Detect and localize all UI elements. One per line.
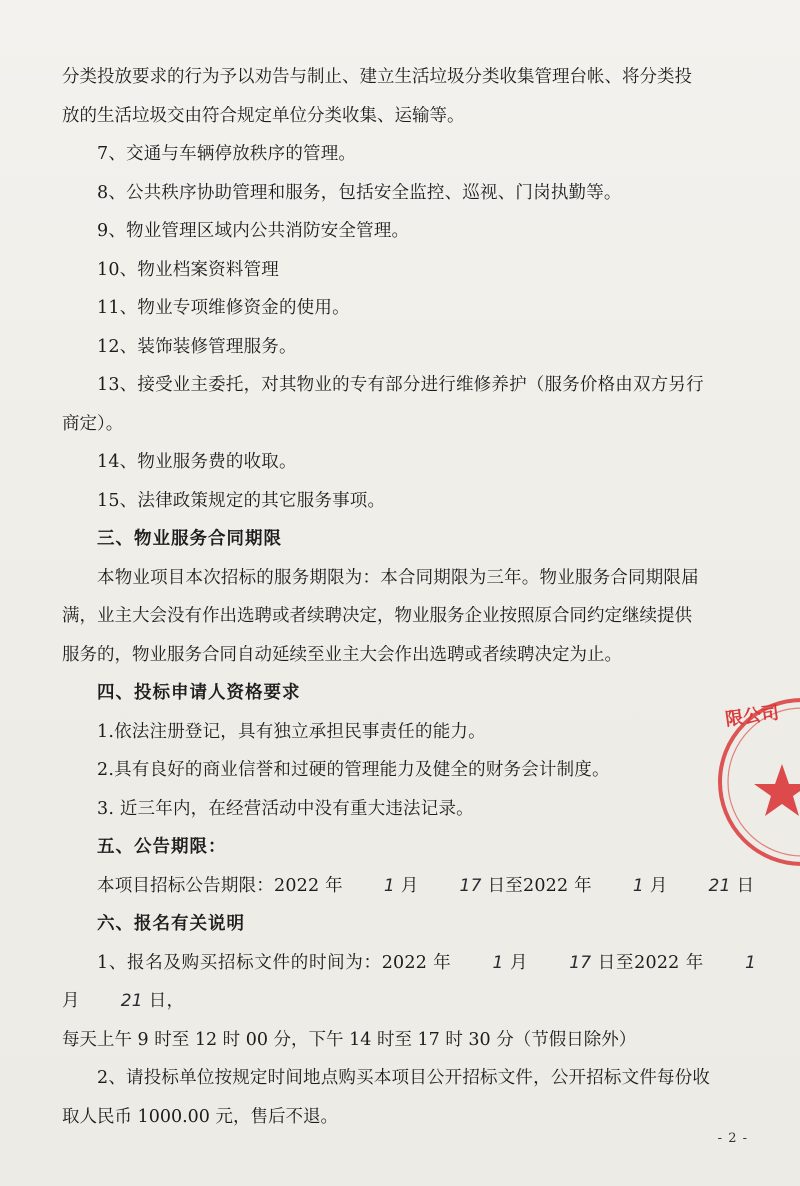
- section-5-heading: 五、公告期限：: [97, 837, 227, 857]
- star-icon: [754, 764, 800, 816]
- section-3-heading: 三、物业服务合同期限: [97, 529, 282, 549]
- registration-time-prefix: 1、报名及购买招标文件的时间为：: [97, 952, 382, 973]
- handwritten-start-day: 17: [459, 875, 482, 896]
- handwritten-start-month: 1: [383, 875, 395, 896]
- service-item-13-continued: 商定）。: [62, 413, 124, 434]
- service-item-8: 8、公共秩序协助管理和服务，包括安全监控、巡视、门岗执勤等。: [97, 182, 622, 203]
- handwritten-end-month: 1: [632, 875, 644, 896]
- month-label: 月: [400, 875, 419, 896]
- service-item-12: 12、装饰装修管理服务。: [97, 336, 297, 357]
- service-item-15: 15、法律政策规定的其它服务事项。: [97, 490, 386, 511]
- end-year: 2022 年: [634, 952, 704, 973]
- announcement-period: [62, 867, 762, 906]
- registration-time: [62, 944, 762, 1021]
- start-year: 2022 年: [274, 875, 343, 896]
- page-number: - 2 -: [717, 1131, 748, 1146]
- paragraph-line: 放的生活垃圾交由符合规定单位分类收集、运输等。: [62, 105, 465, 126]
- service-item-7: 7、交通与车辆停放秩序的管理。: [97, 144, 357, 164]
- requirement-3: 3. 近三年内，在经营活动中没有重大违法记录。: [97, 798, 474, 819]
- company-seal: [712, 692, 800, 872]
- month-label: 月: [509, 952, 529, 973]
- end-year: 2022 年: [523, 875, 592, 896]
- handwritten-start-day: 17: [569, 952, 592, 973]
- day-label: 日，: [148, 991, 185, 1011]
- month-label: 月: [649, 875, 668, 896]
- handwritten-start-month: 1: [492, 952, 504, 973]
- announcement-period-prefix: 本项目招标公告期限：: [97, 875, 274, 896]
- day-label: 日: [736, 875, 755, 896]
- service-item-13: 13、接受业主委托，对其物业的专有部分进行维修养护（服务价格由双方另行: [97, 375, 704, 395]
- start-year: 2022 年: [381, 952, 452, 973]
- handwritten-end-day: 21: [120, 991, 143, 1011]
- service-item-9: 9、物业管理区域内公共消防安全管理。: [97, 221, 410, 241]
- purchase-instructions: 2、请投标单位按规定时间地点购买本项目公开招标文件，公开招标文件每份收: [97, 1068, 711, 1088]
- purchase-instructions-continued: 取人民币 1000.00 元，售后不退。: [62, 1106, 338, 1127]
- service-item-11: 11、物业专项维修资金的使用。: [97, 298, 350, 318]
- handwritten-end-day: 21: [708, 875, 731, 896]
- document-body: [62, 58, 762, 1136]
- requirement-2: 2.具有良好的商业信誉和过硬的管理能力及健全的财务会计制度。: [97, 760, 610, 780]
- seal-text: 限公司: [724, 702, 781, 731]
- section-3-text: 本物业项目本次招标的服务期限为：本合同期限为三年。物业服务合同期限届: [97, 567, 699, 588]
- to-label: 日至: [597, 952, 635, 973]
- section-3-text: 满，业主大会没有作出选聘或者续聘决定，物业服务企业按照原合同约定继续提供: [62, 606, 692, 626]
- section-3-text: 服务的，物业服务合同自动延续至业主大会作出选聘或者续聘决定为止。: [62, 644, 622, 665]
- service-item-10: 10、物业档案资料管理: [97, 259, 279, 280]
- service-item-14: 14、物业服务费的收取。: [97, 452, 297, 472]
- section-4-heading: 四、投标申请人资格要求: [97, 683, 301, 703]
- section-6-heading: 六、报名有关说明: [97, 914, 245, 934]
- to-label: 日至: [487, 875, 523, 896]
- registration-hours: 每天上午 9 时至 12 时 00 分，下午 14 时至 17 时 30 分（节假日除外）: [62, 1029, 637, 1050]
- paragraph-line: 分类投放要求的行为予以劝告与制止、建立生活垃圾分类收集管理台帐、将分类投: [62, 67, 692, 87]
- handwritten-end-month: 1: [744, 952, 756, 973]
- requirement-1: 1.依法注册登记，具有独立承担民事责任的能力。: [97, 721, 486, 742]
- month-label: 月: [62, 991, 80, 1011]
